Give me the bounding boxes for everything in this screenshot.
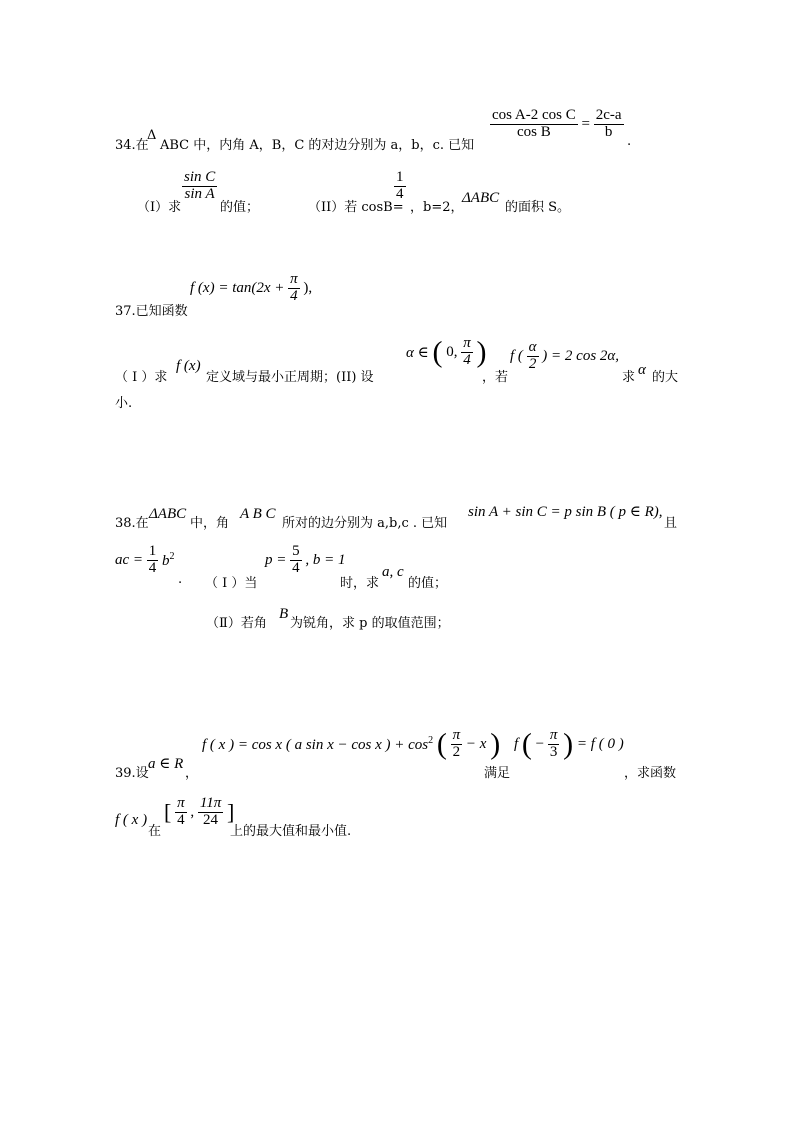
p37-cond-den: 2 bbox=[528, 355, 537, 372]
p34-frac2-num: 2c-a bbox=[595, 107, 622, 123]
p34-q1-suffix: 的值； bbox=[220, 200, 260, 215]
p37-left-paren: ( bbox=[432, 335, 443, 369]
p37-f-num: π bbox=[290, 271, 298, 287]
p38-q2-suffix: 为锐角，求 p 的取值范围； bbox=[290, 616, 450, 631]
p38-q1-prefix: （ I ）当 bbox=[205, 576, 258, 591]
p39-c-right-paren: ) bbox=[563, 727, 574, 761]
p38-equation: sin A + sin C = p sin B ( p ∈ R), bbox=[468, 504, 663, 520]
p39-c-f: f bbox=[514, 735, 519, 752]
p39-c-num: π bbox=[549, 727, 558, 743]
p38-p-den: 4 bbox=[292, 559, 300, 576]
p37-right-paren: ) bbox=[476, 335, 487, 369]
p37-q1-suffix: 定义域与最小正周期；(II) 设 bbox=[206, 370, 374, 385]
p34-q2-num: 1 bbox=[396, 169, 404, 185]
p39-l2-den1: 4 bbox=[177, 811, 185, 828]
p39-f-sup: 2 bbox=[428, 734, 434, 746]
p34-q2-suffix: 的面积 S。 bbox=[505, 200, 571, 215]
p38-ac-den: 4 bbox=[148, 559, 157, 576]
p39-end: ，求函数 bbox=[624, 766, 677, 781]
p34-triangle-symbol: Δ bbox=[147, 128, 157, 143]
p37-label: 37.已知函数 bbox=[115, 304, 188, 319]
p39-c-post: = f ( 0 ) bbox=[576, 735, 624, 752]
p38-triangle: ΔABC bbox=[149, 506, 187, 522]
p38-p-num: 5 bbox=[292, 543, 300, 559]
p39-l2-right-bracket: ] bbox=[227, 799, 235, 825]
p38-ac-b: b bbox=[162, 552, 170, 569]
p39-l2-num2: 11π bbox=[199, 795, 222, 811]
p39-l2-num1: π bbox=[177, 795, 185, 811]
p39-condition bbox=[514, 728, 624, 761]
p37-interval-den: 4 bbox=[463, 351, 471, 368]
p37-q1-prefix: （ I ）求 bbox=[115, 370, 168, 385]
p37-f-suffix: ), bbox=[303, 279, 313, 296]
p34-end: . bbox=[627, 134, 632, 149]
p38-q1-mid: 时，求 bbox=[340, 576, 380, 591]
p38-q2-prefix: （Ⅱ）若角 bbox=[206, 616, 267, 631]
p38-p-condition bbox=[265, 544, 346, 577]
p37-cond-suffix: ) = 2 cos 2α, bbox=[542, 347, 620, 364]
p34-q2-mid: ，b=2， bbox=[410, 200, 464, 215]
p39-f-num: π bbox=[452, 727, 461, 743]
p37-alpha-in: α ∈ bbox=[406, 344, 429, 361]
p34-frac1-num: cos A-2 cos C bbox=[492, 107, 576, 123]
p38-ac-condition bbox=[115, 544, 175, 577]
p37-ask: 求 bbox=[622, 370, 636, 385]
p34-text: ABC 中，内角 A，B，C 的对边分别为 a，b，c. 已知 bbox=[160, 138, 475, 153]
p34-q1-prefix: （I）求 bbox=[137, 200, 182, 215]
p37-f-den: 4 bbox=[290, 287, 298, 304]
p37-condition bbox=[510, 340, 619, 373]
p34-q1-fraction bbox=[182, 170, 217, 203]
p37-line2: 小. bbox=[115, 396, 133, 411]
p39-function bbox=[202, 728, 500, 761]
p34-q2-fraction bbox=[394, 170, 406, 203]
p34-label: 34.在 bbox=[115, 138, 149, 153]
p38-q1-suffix: 的值； bbox=[408, 576, 448, 591]
p39-l2-interval bbox=[164, 796, 234, 829]
p38-label: 38.在 bbox=[115, 516, 149, 531]
p39-f-den: 2 bbox=[452, 743, 461, 760]
p38-dot: . bbox=[178, 572, 183, 587]
p38-q2-B: B bbox=[279, 606, 289, 622]
p39-l2-den2: 24 bbox=[203, 811, 219, 828]
p37-alpha-interval bbox=[406, 336, 487, 369]
p38-ac-sup: 2 bbox=[169, 550, 175, 562]
p37-cond-f: f ( bbox=[510, 347, 523, 364]
p39-f-minus: − x bbox=[465, 735, 487, 752]
p39-satisfy: 满足 bbox=[484, 766, 511, 781]
p39-right-paren: ) bbox=[490, 727, 501, 761]
p37-interval-a: 0, bbox=[446, 343, 458, 360]
p37-q1-fx: f (x) bbox=[176, 358, 201, 374]
p37-interval-num: π bbox=[463, 335, 471, 351]
p39-l2-comma: , bbox=[190, 803, 195, 820]
p34-q2-triangle: ΔABC bbox=[462, 190, 500, 206]
p38-ac-prefix: ac = bbox=[115, 551, 144, 568]
p34-frac2-den: b bbox=[604, 123, 613, 140]
p38-text2: 所对的边分别为 a,b,c . 已知 bbox=[282, 516, 448, 531]
p38-p-suffix: , b = 1 bbox=[305, 551, 346, 568]
p39-l2-left-bracket: [ bbox=[164, 799, 172, 825]
p34-q1-num: sin C bbox=[184, 169, 216, 185]
p39-c-left-paren: ( bbox=[521, 727, 532, 761]
p39-l2-in: 在 bbox=[148, 824, 162, 839]
p39-c-minus: − bbox=[535, 735, 545, 752]
p37-mid: ，若 bbox=[482, 370, 509, 385]
p34-frac1-den: cos B bbox=[517, 123, 551, 140]
p34-given-equation bbox=[490, 108, 624, 141]
p39-comma: ， bbox=[185, 766, 199, 781]
p39-a-in-R: a ∈ R bbox=[148, 756, 184, 772]
p38-text1: 中，角 bbox=[190, 516, 230, 531]
p34-q2-prefix: （II）若 cosB= bbox=[308, 200, 404, 215]
p39-left-paren: ( bbox=[436, 727, 447, 761]
p39-label: 39.设 bbox=[115, 766, 149, 781]
p34-eq: = bbox=[581, 115, 590, 132]
p37-cond-num: α bbox=[528, 339, 537, 355]
p39-l2-suffix: 上的最大值和最小值. bbox=[230, 824, 352, 839]
p37-function bbox=[190, 272, 312, 305]
p37-ask-alpha: α bbox=[638, 362, 646, 378]
p38-q1-ac: a, c bbox=[382, 564, 404, 580]
p39-f-prefix: f ( x ) = cos x ( a sin x − cos x ) + cos bbox=[202, 736, 429, 753]
p34-q2-den: 4 bbox=[396, 185, 404, 202]
p38-ac-num: 1 bbox=[148, 543, 157, 559]
p37-ask-suffix: 的大 bbox=[652, 370, 679, 385]
p39-c-den: 3 bbox=[549, 743, 558, 760]
p38-angles: A B C bbox=[240, 506, 276, 522]
p38-p-prefix: p = bbox=[265, 551, 287, 568]
p37-f-prefix: f (x) = tan(2x + bbox=[190, 279, 285, 296]
p39-l2-fx: f ( x ) bbox=[115, 812, 148, 828]
p38-text3: 且 bbox=[664, 516, 678, 531]
p34-q1-den: sin A bbox=[184, 185, 215, 202]
